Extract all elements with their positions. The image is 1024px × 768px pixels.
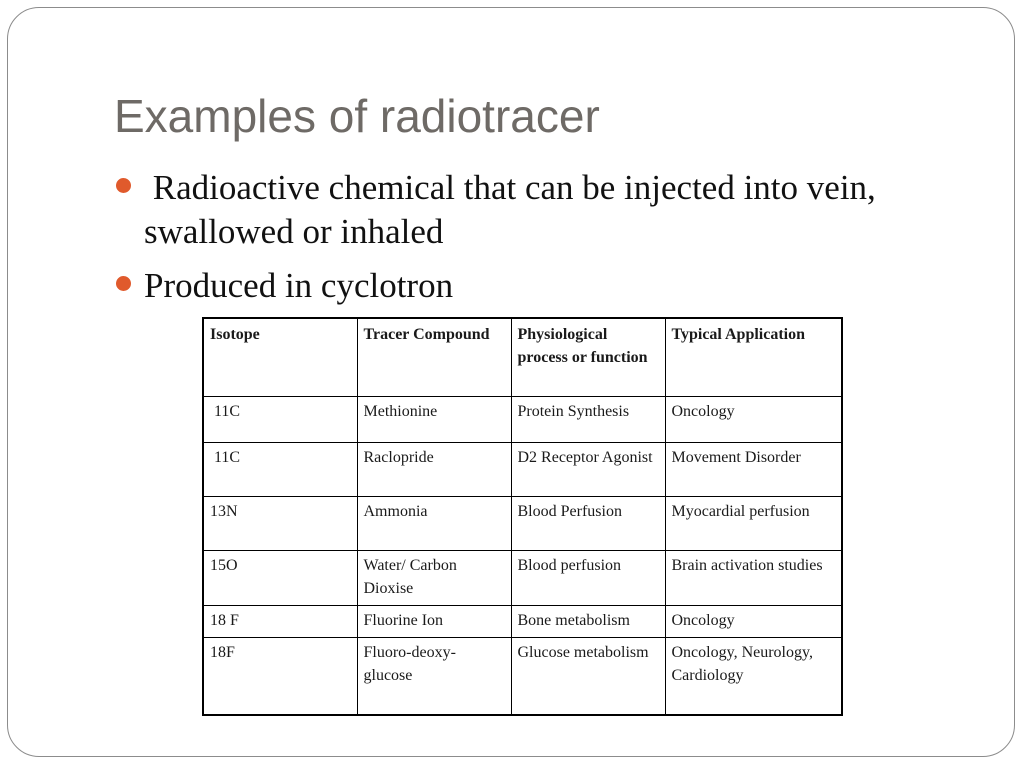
slide-title: Examples of radiotracer	[114, 90, 600, 142]
cell-process: D2 Receptor Agonist	[511, 442, 665, 496]
cell-tracer-compound: Ammonia	[357, 496, 511, 550]
table-row	[203, 637, 842, 715]
table-header-row	[203, 318, 842, 396]
cell-isotope: 11C	[203, 396, 357, 442]
cell-tracer-compound: Fluoro-deoxy-glucose	[357, 637, 511, 715]
table-row	[203, 442, 842, 496]
cell-tracer-compound: Water/ Carbon Dioxise	[357, 550, 511, 605]
cell-isotope: 18 F	[203, 605, 357, 637]
table-row	[203, 605, 842, 637]
table-row	[203, 396, 842, 442]
bullet-dot-icon	[116, 276, 131, 291]
bullet-dot-icon	[116, 178, 131, 193]
cell-application: Brain activation studies	[665, 550, 842, 605]
bullet-item	[114, 166, 974, 254]
cell-process: Blood Perfusion	[511, 496, 665, 550]
cell-tracer-compound: Methionine	[357, 396, 511, 442]
bullet-item	[114, 264, 974, 308]
cell-application: Oncology, Neurology, Cardiology	[665, 637, 842, 715]
table-row	[203, 496, 842, 550]
table-row	[203, 550, 842, 605]
header-typical-application: Typical Application	[665, 318, 842, 396]
cell-isotope: 18F	[203, 637, 357, 715]
cell-tracer-compound: Raclopride	[357, 442, 511, 496]
bullet-list	[114, 166, 974, 308]
cell-application: Oncology	[665, 605, 842, 637]
header-isotope: Isotope	[203, 318, 357, 396]
cell-process: Blood perfusion	[511, 550, 665, 605]
cell-application: Oncology	[665, 396, 842, 442]
radiotracer-table	[202, 317, 843, 716]
cell-isotope: 13N	[203, 496, 357, 550]
cell-application: Myocardial perfusion	[665, 496, 842, 550]
bullet-text: Radioactive chemical that can be injected into vein, swallowed or inhaled	[144, 168, 885, 251]
header-physiological-process: Physiological process or function	[511, 318, 665, 396]
cell-process: Bone metabolism	[511, 605, 665, 637]
cell-isotope: 15O	[203, 550, 357, 605]
cell-isotope: 11C	[203, 442, 357, 496]
header-tracer-compound: Tracer Compound	[357, 318, 511, 396]
cell-process: Glucose metabolism	[511, 637, 665, 715]
cell-process: Protein Synthesis	[511, 396, 665, 442]
cell-tracer-compound: Fluorine Ion	[357, 605, 511, 637]
bullet-text: Produced in cyclotron	[144, 266, 454, 305]
cell-application: Movement Disorder	[665, 442, 842, 496]
